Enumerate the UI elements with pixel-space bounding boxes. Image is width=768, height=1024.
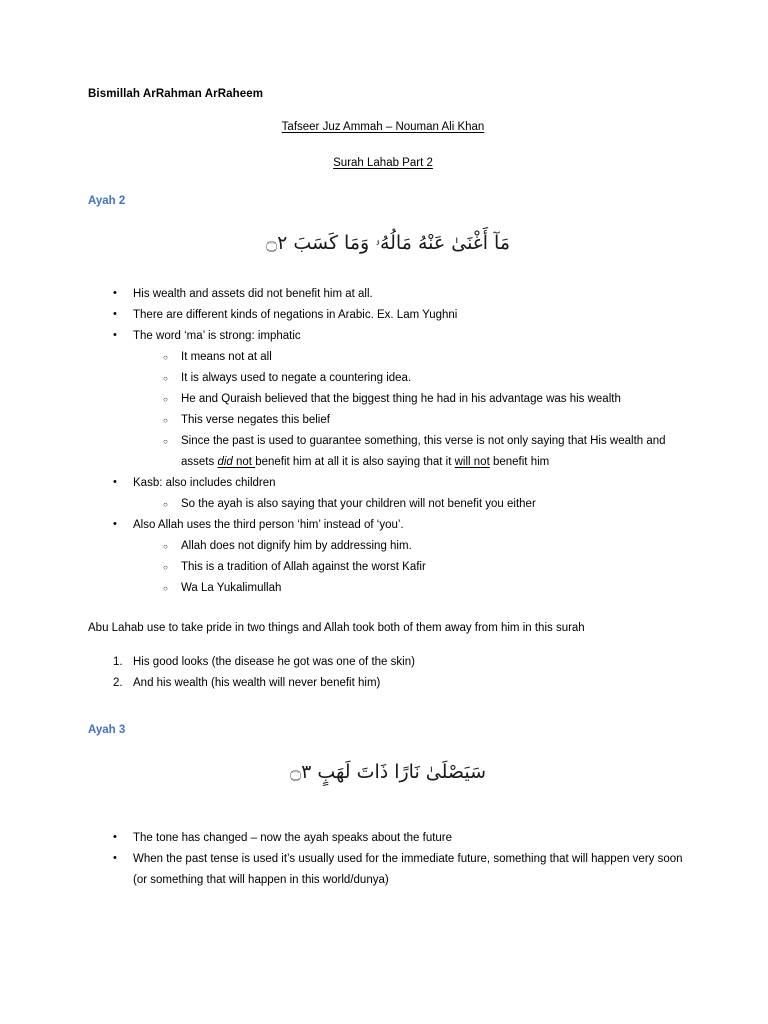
section-heading-ayah-3: Ayah 3 bbox=[88, 724, 126, 737]
emphasis-not: not bbox=[232, 455, 256, 468]
list-item bbox=[88, 536, 696, 557]
list-item-text: His good looks (the disease he got was one of the skin) bbox=[133, 656, 415, 669]
list-item bbox=[88, 652, 696, 673]
closing-paragraph-ayah-2: Abu Lahab use to take pride in two things and Allah took both of them away from him in this surah bbox=[88, 621, 585, 634]
list-item-text: This verse negates this belief bbox=[181, 414, 330, 427]
document-title-text: Tafseer Juz Ammah – Nouman Ali Khan bbox=[281, 121, 485, 133]
list-item-text: It is always used to negate a countering idea. bbox=[181, 372, 412, 385]
spacer bbox=[88, 736, 696, 754]
list-item bbox=[88, 284, 696, 305]
list-item-text: Wa La Yukalimullah bbox=[181, 581, 282, 594]
sub-bullet-list-third-person bbox=[88, 536, 696, 599]
document-title bbox=[88, 121, 696, 133]
section-heading-ayah-2: Ayah 2 bbox=[88, 195, 126, 207]
list-item-number: 2. bbox=[113, 676, 123, 689]
spacer bbox=[88, 599, 696, 618]
list-item-text: This is a tradition of Allah against the worst Kafir bbox=[181, 560, 426, 573]
spacer bbox=[88, 207, 696, 225]
list-item bbox=[88, 305, 696, 326]
spacer bbox=[88, 638, 696, 652]
list-item bbox=[88, 347, 696, 368]
list-item-text: There are different kinds of negations in Arabic. Ex. Lam Yughni bbox=[133, 309, 458, 322]
document-subtitle-text: Surah Lahab Part 2 bbox=[333, 157, 433, 169]
bullet-list-third-person bbox=[88, 515, 696, 536]
list-item-text: Kasb: also includes children bbox=[133, 476, 276, 489]
spacer bbox=[88, 261, 696, 284]
list-item-text: Since the past is used to guarantee something, this verse is not only saying that His wealth and assets bbox=[181, 435, 666, 468]
list-item-text: The tone has changed – now the ayah speaks about the future bbox=[133, 832, 453, 845]
list-item bbox=[88, 578, 696, 599]
bullet-list-kasb bbox=[88, 473, 696, 494]
document-subtitle bbox=[88, 157, 696, 169]
list-item bbox=[88, 515, 696, 536]
arabic-verse-ayah-2: مَآ أَغْنَىٰ عَنْهُ مَالُهُۥ وَمَا كَسَبَ ۝٢ bbox=[265, 232, 511, 254]
list-item bbox=[88, 368, 696, 389]
bismillah-heading: Bismillah ArRahman ArRaheem bbox=[88, 88, 264, 100]
list-item bbox=[88, 473, 696, 494]
numbered-list-pride bbox=[88, 652, 696, 693]
list-item-emphasis bbox=[88, 431, 696, 472]
sub-bullet-list-kasb bbox=[88, 494, 696, 515]
list-item bbox=[88, 389, 696, 410]
list-item bbox=[88, 673, 696, 694]
list-item-text: Also Allah uses the third person ‘him’ instead of ‘you’. bbox=[133, 518, 404, 531]
list-item-text: Allah does not dignify him by addressing him. bbox=[181, 539, 412, 552]
list-item bbox=[88, 410, 696, 431]
emphasis-will-not: will not bbox=[454, 455, 490, 468]
list-item-text: When the past tense is used it’s usually used for the immediate future, something that will happen very soon (or something that will happen in this world/dunya) bbox=[133, 853, 683, 886]
list-item bbox=[88, 828, 696, 849]
list-item-text: He and Quraish believed that the biggest thing he had in his advantage was his wealth bbox=[181, 393, 621, 406]
list-item-text: His wealth and assets did not benefit him at all. bbox=[133, 288, 373, 301]
list-item-text: It means not at all bbox=[181, 351, 272, 364]
list-item-text: So the ayah is also saying that your children will not benefit you either bbox=[181, 497, 536, 510]
list-item bbox=[88, 557, 696, 578]
list-item bbox=[88, 326, 696, 347]
list-item-number: 1. bbox=[113, 656, 123, 669]
sub-bullet-list-ma bbox=[88, 347, 696, 472]
bullet-list-ayah-2 bbox=[88, 284, 696, 347]
spacer bbox=[88, 790, 696, 828]
arabic-verse-ayah-3: سَيَصْلَىٰ نَارًا ذَاتَ لَهَبٍ ۝٣ bbox=[289, 761, 487, 784]
list-item-text: The word ‘ma’ is strong: imphatic bbox=[133, 330, 301, 343]
bullet-list-ayah-3 bbox=[88, 828, 696, 890]
list-item-text: And his wealth (his wealth will never benefit him) bbox=[133, 676, 381, 689]
spacer bbox=[88, 693, 696, 724]
emphasis-did: did bbox=[217, 455, 233, 468]
list-item bbox=[88, 494, 696, 515]
list-item bbox=[88, 849, 696, 890]
list-item-text-2: benefit him at all it is also saying that it bbox=[255, 455, 455, 468]
list-item-text-3: benefit him bbox=[489, 455, 550, 468]
